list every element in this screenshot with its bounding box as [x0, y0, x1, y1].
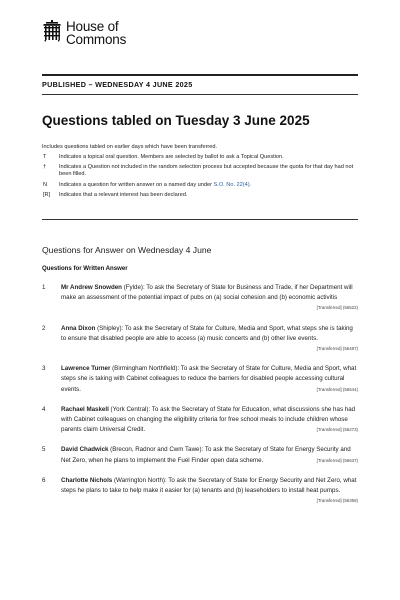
intro-text: Includes questions tabled on earlier days which have been transferred.	[42, 144, 218, 150]
question-number: 1	[42, 284, 46, 291]
question-body	[61, 324, 358, 355]
page-title: Questions tabled on Tuesday 3 June 2025	[42, 113, 310, 128]
member-name: David Chadwick	[61, 446, 109, 454]
member-name: Charlotte Nichols	[61, 476, 113, 484]
question-text: To ask the Secretary of State for Business and Trade, if her Department will make an assessment of the potential impact of pubs on (a) social cohesion and (b) economic activitis	[61, 284, 353, 302]
top-divider	[42, 74, 358, 76]
question-number: 2	[42, 324, 46, 332]
legend-symbol: [R]	[43, 192, 51, 199]
legend-item	[42, 154, 358, 161]
question-reference: [Transferred] (56358)	[316, 498, 358, 504]
symbol-legend	[42, 154, 358, 203]
question-item	[42, 283, 358, 314]
question-item	[42, 324, 358, 355]
logo-wordmark	[66, 20, 126, 46]
question-text: To ask the Secretary of State for Energy Security and Net Zero, what steps he plans to take to help make it easier for (a) tenants and (b) leaseholders to install heat pumps.	[61, 476, 357, 495]
logo-line-1: House of	[66, 19, 119, 34]
question-text: To ask the Secretary of State for Energy Security and Net Zero, when he plans to implement the Fuel Finder open data scheme.	[61, 446, 351, 464]
question-reference: [Transferred] (56637)	[316, 457, 358, 463]
member-name: Mr Andrew Snowden	[61, 284, 122, 291]
logo-line-2: Commons	[66, 32, 127, 47]
legend-item	[42, 182, 358, 189]
subsection-title: Questions for Written Answer	[42, 265, 128, 272]
standing-order-link[interactable]: S.O. No. 22(4).	[213, 181, 252, 188]
question-body	[61, 476, 358, 507]
published-date: PUBLISHED – WEDNESDAY 4 JUNE 2025	[42, 80, 193, 89]
legend-symbol: †	[43, 164, 47, 171]
legend-text: Indicates that a relevant interest has been declared.	[59, 192, 188, 199]
question-item	[42, 405, 358, 436]
constituency: (Fylde):	[121, 284, 145, 291]
legend-symbol: N	[43, 181, 48, 188]
question-body	[61, 283, 358, 314]
constituency: (Warrington North):	[112, 476, 167, 484]
constituency: (York Central):	[108, 405, 151, 413]
legend-text: Indicates a question for written answer on a named day under	[59, 181, 214, 188]
constituency: (Birmingham Northfield):	[110, 365, 180, 373]
legend-divider	[42, 219, 358, 220]
constituency: (Shipley):	[95, 324, 124, 332]
question-body	[61, 405, 358, 436]
question-text: To ask the Secretary of State for Culture, Media and Sport, what steps she is taking with Cabinet colleagues to reduce the barriers for disabled people accessing cultural events.	[61, 365, 357, 393]
member-name: Rachael Maskell	[61, 405, 109, 413]
question-body	[61, 445, 358, 465]
question-number: 5	[42, 446, 46, 454]
member-name: Anna Dixon	[61, 324, 96, 332]
portcullis-icon	[42, 20, 62, 42]
question-reference: [Transferred] (56522)	[316, 305, 358, 311]
section-title: Questions for Answer on Wednesday 4 June	[42, 245, 212, 255]
legend-item	[42, 164, 358, 178]
question-text: To ask the Secretary of State for Education, what discussions she has had with Cabinet colleagues on changing the eligibility criteria for free school meals to include children whose parents claim Universal Credit.	[61, 405, 356, 434]
legend-text-wrapper	[59, 182, 358, 189]
question-number: 4	[42, 405, 46, 413]
question-item	[42, 445, 358, 465]
question-body	[61, 364, 358, 395]
header-divider	[42, 94, 358, 95]
question-reference: [Transferred] (56487)	[316, 346, 358, 352]
question-item	[42, 364, 358, 395]
question-item	[42, 476, 358, 507]
question-number: 6	[42, 476, 46, 484]
legend-text: Indicates a Question not included in the random selection process but accepted because the quota for that day had not been filled.	[59, 164, 354, 178]
questions-list	[42, 283, 358, 506]
question-reference: [Transferred] (56273)	[316, 427, 358, 433]
parliament-logo	[42, 20, 126, 46]
legend-text: Indicates a topical oral question. Members are selected by ballot to ask a Topical Question.	[59, 154, 284, 160]
member-name: Lawrence Turner	[61, 365, 111, 373]
legend-symbol: T	[43, 154, 47, 160]
question-number: 3	[42, 365, 46, 373]
constituency: (Brecon, Radnor and Cwm Tawe):	[108, 446, 204, 454]
question-reference: [Transferred] (56644)	[316, 386, 358, 392]
question-text: To ask the Secretary of State for Culture, Media and Sport, what steps she is taking to ensure that disabled people are able to access (a) music concerts and (b) other live events.	[61, 324, 353, 342]
legend-item	[42, 192, 358, 199]
